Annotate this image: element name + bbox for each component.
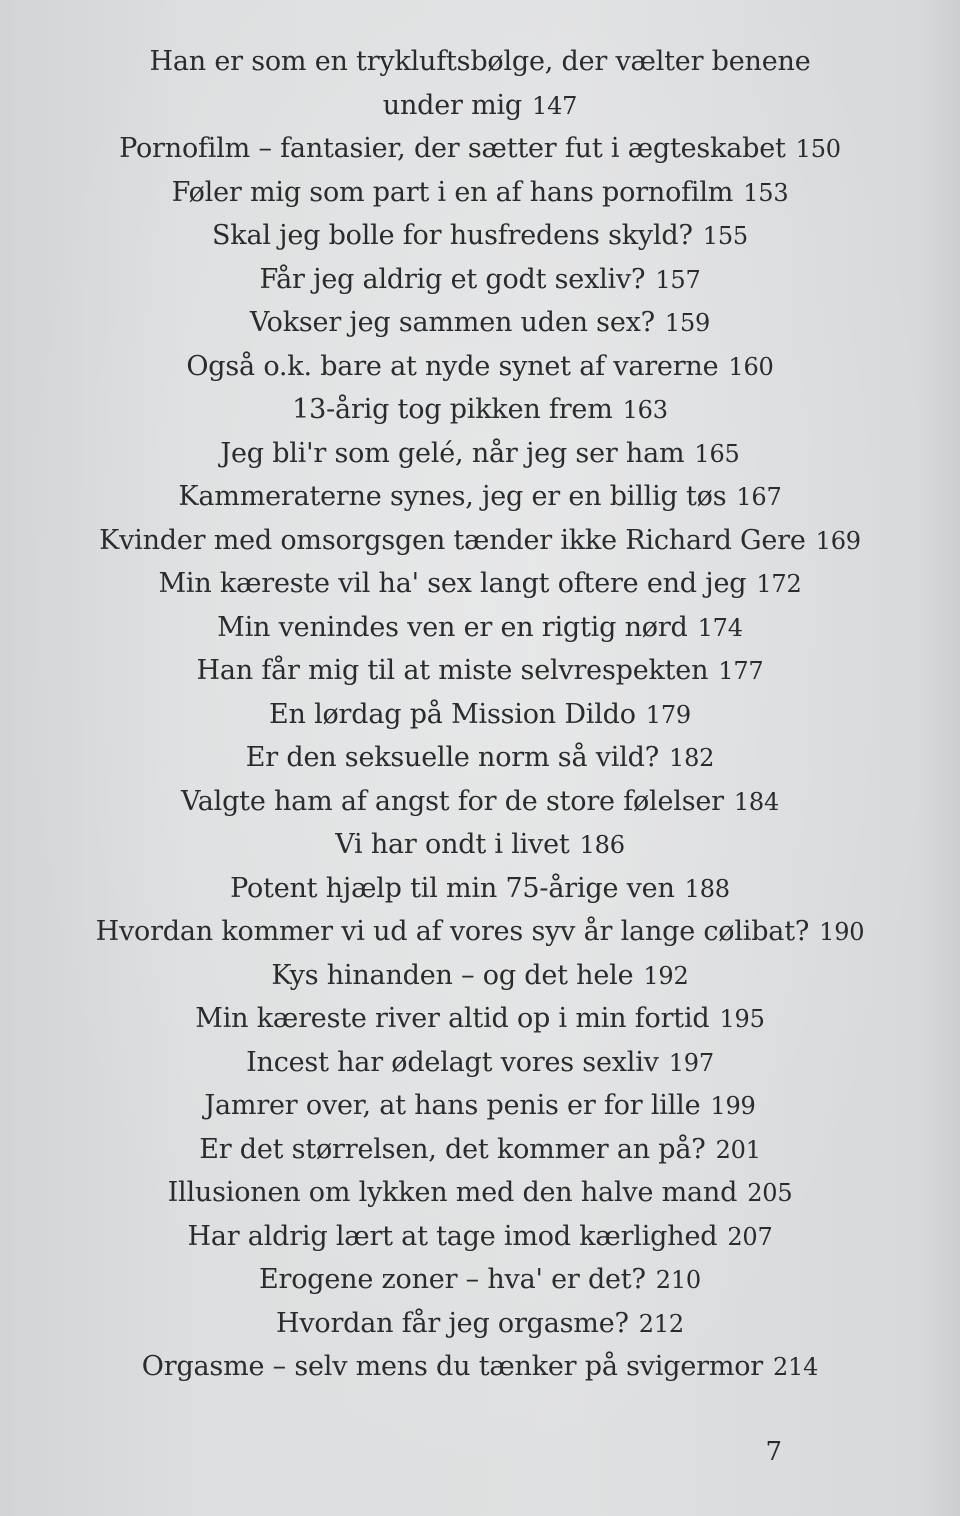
toc-entry-title: Incest har ødelagt vores sexliv bbox=[246, 1046, 659, 1078]
toc-entry bbox=[0, 127, 960, 171]
toc-entry-title: Kammeraterne synes, jeg er en billig tøs bbox=[178, 481, 727, 512]
toc-entry-page: 150 bbox=[795, 135, 841, 163]
toc-entry-page: 160 bbox=[728, 352, 774, 381]
toc-entry bbox=[0, 1084, 960, 1128]
toc-entry-page: 167 bbox=[736, 483, 782, 511]
toc-entry-page: 159 bbox=[664, 309, 711, 337]
toc-entry-page: 163 bbox=[622, 396, 668, 424]
toc-entry bbox=[0, 345, 960, 389]
toc-entry-title: Kys hinanden – og det hele bbox=[271, 959, 634, 991]
toc-entry-title: Han er som en trykluftsbølge, der vælter benene bbox=[149, 46, 811, 77]
toc-entry bbox=[0, 736, 960, 780]
toc-entry-page: 165 bbox=[694, 439, 740, 468]
toc-entry bbox=[0, 780, 960, 824]
toc-entry-title: Hvordan får jeg orgasme? bbox=[276, 1307, 629, 1339]
toc-entry bbox=[0, 40, 960, 84]
toc-entry bbox=[0, 954, 960, 998]
toc-entry-title: Min kæreste river altid op i min fortid bbox=[195, 1003, 710, 1034]
toc-entry-title: Får jeg aldrig et godt sexliv? bbox=[259, 263, 646, 295]
toc-entry-title: Har aldrig lært at tage imod kærlighed bbox=[187, 1220, 718, 1252]
toc-entry-title: Illusionen om lykken med den halve mand bbox=[167, 1177, 738, 1208]
toc-entry bbox=[0, 606, 960, 650]
toc-entry-page: 174 bbox=[697, 613, 743, 642]
toc-entry bbox=[0, 997, 960, 1041]
toc-entry-page: 197 bbox=[668, 1048, 714, 1077]
toc-entry-title: Føler mig som part i en af hans pornofilm bbox=[171, 176, 734, 208]
toc-entry-title: Jeg bli'r som gelé, når jeg ser ham bbox=[220, 437, 685, 469]
toc-entry-title: Kvinder med omsorgsgen tænder ikke Richard Gere bbox=[99, 524, 806, 556]
toc-entry-page: 172 bbox=[756, 570, 802, 598]
toc-entry-title: Jamrer over, at hans penis er for lille bbox=[204, 1090, 701, 1121]
toc-entry bbox=[0, 1215, 960, 1259]
toc-entry-page: 147 bbox=[532, 91, 578, 120]
toc-entry-title: En lørdag på Mission Dildo bbox=[268, 698, 636, 730]
toc-entry bbox=[0, 214, 960, 258]
toc-entry-title: Også o.k. bare at nyde synet af varerne bbox=[186, 350, 719, 382]
toc-entry bbox=[0, 475, 960, 519]
toc-entry-title: Pornofilm – fantasier, der sætter fut i ægteskabet bbox=[119, 133, 786, 164]
toc-entry-page: 190 bbox=[819, 918, 865, 946]
toc-entry-page: 157 bbox=[655, 265, 701, 294]
toc-entry bbox=[0, 1128, 960, 1172]
toc-entry-page: 207 bbox=[727, 1222, 773, 1251]
toc-entry-page: 155 bbox=[702, 222, 748, 250]
toc-entry bbox=[0, 388, 960, 432]
toc-entry-page: 214 bbox=[772, 1353, 819, 1381]
toc-entry-title: Min kæreste vil ha' sex langt oftere end jeg bbox=[158, 568, 747, 599]
toc-entry-page: 212 bbox=[638, 1309, 684, 1338]
toc-entry bbox=[0, 1302, 960, 1346]
toc-entry bbox=[0, 649, 960, 693]
toc-entry bbox=[0, 823, 960, 867]
toc-entry bbox=[0, 301, 960, 345]
toc-entry-page: 195 bbox=[719, 1005, 765, 1033]
toc-entry-title: Skal jeg bolle for husfredens skyld? bbox=[212, 220, 693, 251]
toc-entry bbox=[0, 910, 960, 954]
toc-entry-title: Er den seksuelle norm så vild? bbox=[245, 742, 660, 773]
toc-entry bbox=[0, 1345, 960, 1389]
toc-entry bbox=[0, 171, 960, 215]
toc-entry-title: Potent hjælp til min 75-årige ven bbox=[230, 872, 675, 904]
toc-entry bbox=[0, 84, 960, 128]
toc-entry bbox=[0, 1041, 960, 1085]
toc-entry-page: 169 bbox=[815, 526, 861, 555]
toc-entry bbox=[0, 519, 960, 563]
toc-entry-page: 179 bbox=[645, 700, 692, 729]
toc-entry-title: Vokser jeg sammen uden sex? bbox=[249, 307, 655, 338]
toc-entry-page: 188 bbox=[684, 874, 730, 903]
toc-entry-title: 13-årig tog pikken frem bbox=[292, 394, 613, 425]
toc-entry-title: Vi har ondt i livet bbox=[335, 829, 570, 860]
toc-entry-page: 186 bbox=[579, 831, 625, 859]
toc-entry bbox=[0, 867, 960, 911]
toc-entry-page: 182 bbox=[669, 744, 715, 772]
toc-entry-page: 199 bbox=[710, 1092, 756, 1120]
toc-entry-page: 153 bbox=[743, 178, 789, 207]
toc-entry-page: 201 bbox=[715, 1135, 761, 1164]
table-of-contents bbox=[0, 40, 960, 1389]
toc-entry-page: 210 bbox=[655, 1266, 701, 1294]
toc-entry bbox=[0, 562, 960, 606]
toc-entry-page: 184 bbox=[733, 787, 780, 816]
toc-entry bbox=[0, 1171, 960, 1215]
toc-entry-title: Valgte ham af angst for de store følelser bbox=[180, 785, 724, 817]
toc-entry bbox=[0, 1258, 960, 1302]
toc-entry bbox=[0, 432, 960, 476]
toc-entry-page: 192 bbox=[643, 961, 689, 990]
toc-entry-title: Hvordan kommer vi ud af vores syv år lange cølibat? bbox=[95, 916, 810, 947]
toc-entry-title: Erogene zoner – hva' er det? bbox=[259, 1264, 646, 1295]
toc-entry-title: Han får mig til at miste selvrespekten bbox=[196, 655, 709, 686]
toc-entry-title: Er det størrelsen, det kommer an på? bbox=[199, 1133, 706, 1165]
toc-entry-title: Orgasme – selv mens du tænker på svigermor bbox=[141, 1351, 763, 1382]
toc-entry-page: 177 bbox=[718, 657, 764, 685]
toc-entry-title: under mig bbox=[382, 89, 523, 121]
toc-entry bbox=[0, 258, 960, 302]
toc-entry-title: Min venindes ven er en rigtig nørd bbox=[217, 611, 688, 643]
toc-entry bbox=[0, 693, 960, 737]
toc-entry-page: 205 bbox=[747, 1179, 793, 1207]
page-number: 7 bbox=[765, 1437, 782, 1467]
